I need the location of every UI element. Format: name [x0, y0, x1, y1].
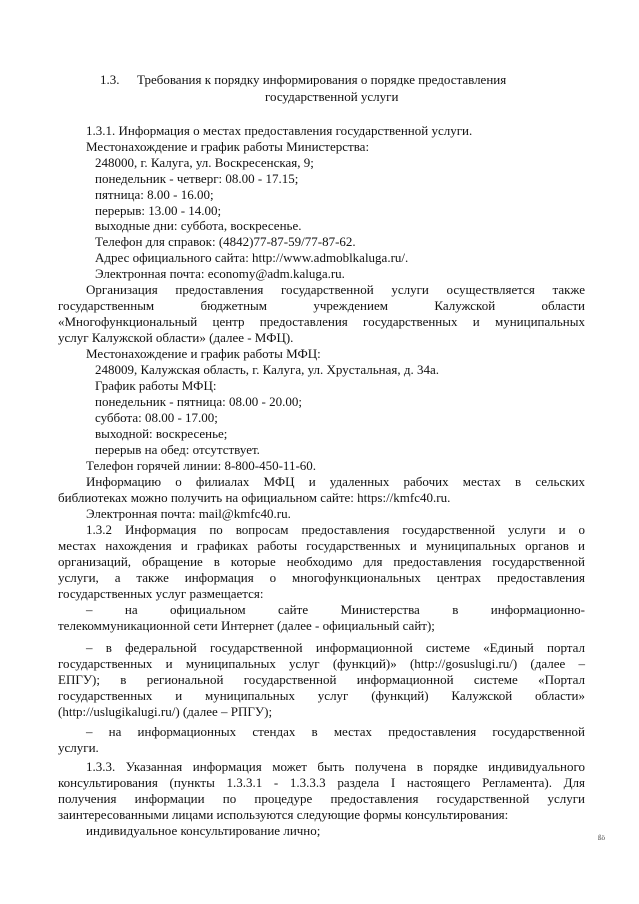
text-line: – на официальном сайте Министерства в информационно- [86, 602, 585, 617]
text-line: государственных и муниципальных услуг (функций) Калужской области» [58, 688, 585, 703]
text-line: услуги, а также информация о многофункциональных центрах предоставления [58, 570, 585, 585]
text-line: перерыв на обед: отсутствует. [95, 442, 260, 457]
text-line: 1.3.2 Информация по вопросам предоставления государственной услуги и о [86, 522, 585, 537]
section-title-line-1: Требования к порядку информирования о порядке предоставления [137, 72, 507, 87]
text-line: (http://uslugikalugi.ru/) (далее – РПГУ); [58, 704, 273, 719]
text-line: понедельник - пятница: 08.00 - 20.00; [95, 394, 302, 409]
text-line: местах нахождения и графиках работы государственных и муниципальных органов и [58, 538, 585, 553]
text-line: получения информации по процедуре предоставления государственной услуги [58, 791, 585, 806]
text-line: 248000, г. Калуга, ул. Воскресенская, 9; [95, 155, 314, 170]
text-line: График работы МФЦ: [95, 378, 217, 393]
text-line: консультирования (пункты 1.3.3.1 - 1.3.3.3 раздела I настоящего Регламента). Для [58, 775, 585, 790]
text-line: заинтересованными лицами используются следующие формы консультирования: [58, 807, 509, 822]
text-line: перерыв: 13.00 - 14.00; [95, 203, 222, 218]
text-line: ЕПГУ); в региональной государственной информационной системе «Портал [58, 672, 585, 687]
text-line: Информацию о филиалах МФЦ и удаленных рабочих местах в сельских [86, 474, 585, 489]
text-line: 248009, Калужская область, г. Калуга, ул. Хрустальная, д. 34а. [95, 362, 439, 377]
text-line: государственным бюджетным учреждением Калужской области [58, 298, 585, 313]
text-line: государственных услуг размещается: [58, 586, 264, 601]
text-line: выходной: воскресенье; [95, 426, 228, 441]
text-line: «Многофункциональный центр предоставления государственных и муниципальных [58, 314, 585, 329]
text-line: телекоммуникационной сети Интернет (далее - официальный сайт); [58, 618, 435, 633]
text-line: понедельник - четверг: 08.00 - 17.15; [95, 171, 299, 186]
text-line: Местонахождение и график работы МФЦ: [86, 346, 321, 361]
text-line: индивидуальное консультирование лично; [86, 823, 321, 838]
text-line: – в федеральной государственной информационной системе «Единый портал [86, 640, 585, 655]
text-line: Организация предоставления государственной услуги осуществляется также [86, 282, 585, 297]
text-line: организаций, обращение в которые необходимо для предоставления государственной [58, 554, 585, 569]
page-mark: ßö [598, 834, 605, 842]
text-line: 1.3.3. Указанная информация может быть получена в порядке индивидуального [86, 759, 585, 774]
text-line: Телефон горячей линии: 8-800-450-11-60. [86, 458, 317, 473]
text-line: услуги. [58, 740, 99, 755]
text-line: Местонахождение и график работы Министерства: [86, 139, 370, 154]
text-line: Адрес официального сайта: http://www.admoblkaluga.ru/. [95, 250, 409, 265]
text-line: государственных и муниципальных услуг (функций)» (http://gosuslugi.ru/) (далее – [58, 656, 585, 671]
text-line: – на информационных стендах в местах предоставления государственной [86, 724, 585, 739]
text-line: суббота: 08.00 - 17.00; [95, 410, 218, 425]
text-line: 1.3.1. Информация о местах предоставления государственной услуги. [86, 123, 473, 138]
section-number: 1.3. [100, 72, 120, 87]
text-line: пятница: 8.00 - 16.00; [95, 187, 214, 202]
text-line: выходные дни: суббота, воскресенье. [95, 218, 302, 233]
text-line: Электронная почта: mail@kmfc40.ru. [86, 506, 291, 521]
text-line: Электронная почта: economy@adm.kaluga.ru. [95, 266, 345, 281]
text-line: библиотеках можно получить на официальном сайте: https://kmfc40.ru. [58, 490, 451, 505]
section-title-line-2: государственной услуги [265, 89, 399, 104]
text-line: услуг Калужской области» (далее - МФЦ). [58, 330, 294, 345]
text-line: Телефон для справок: (4842)77-87-59/77-87-62. [95, 234, 356, 249]
